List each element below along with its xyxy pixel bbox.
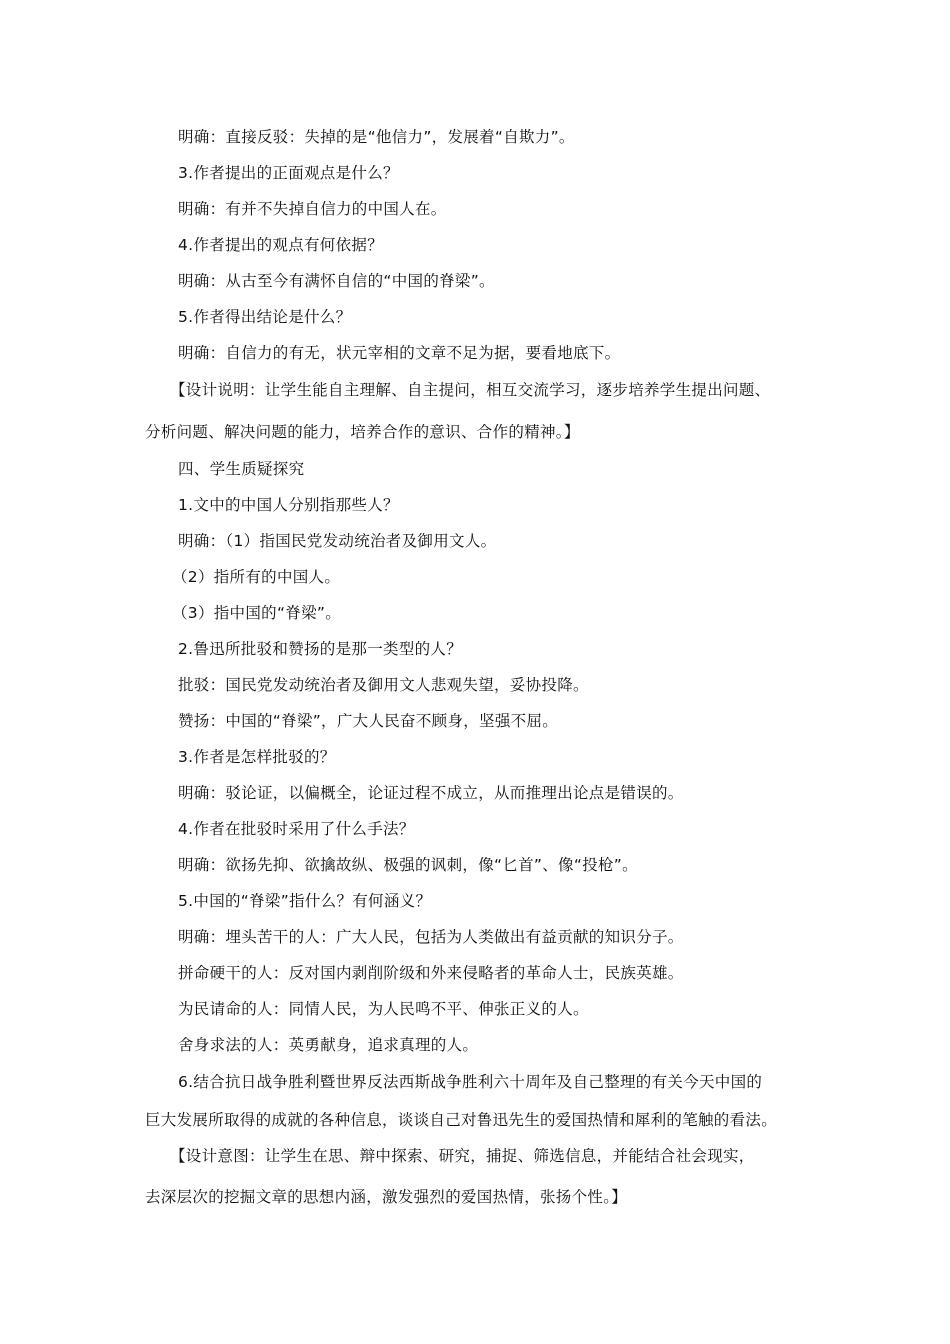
- question-line: 6.结合抗日战争胜利暨世界反法西斯战争胜利六十周年及自己整理的有关今天中国的: [178, 1073, 763, 1091]
- answer-line: 明确：自信力的有无，状元宰相的文章不足为据，要看地底下。: [178, 344, 621, 362]
- answer-line: 明确：（1）指国民党发动统治者及御用文人。: [178, 532, 497, 550]
- answer-line: 拼命硬干的人：反对国内剥削阶级和外来侵略者的革命人士，民族英雄。: [178, 964, 684, 982]
- answer-line: （3）指中国的“脊梁”。: [172, 604, 342, 622]
- question-line: 巨大发展所取得的成就的各种信息，谈谈自己对鲁迅先生的爱国热情和犀利的笔触的看法。: [145, 1111, 778, 1129]
- question-line: 2.鲁迅所批驳和赞扬的是那一类型的人？: [178, 640, 462, 658]
- answer-line: 明确：驳论证，以偏概全，论证过程不成立，从而推理出论点是错误的。: [178, 784, 684, 802]
- answer-line: （2）指所有的中国人。: [172, 568, 341, 586]
- question-line: 5.作者得出结论是什么？: [178, 308, 352, 326]
- answer-line: 明确：直接反驳：失掉的是“他信力”，发展着“自欺力”。: [178, 128, 575, 146]
- answer-line: 批驳：国民党发动统治者及御用文人悲观失望，妥协投降。: [178, 676, 589, 694]
- design-note-line: 【设计说明：让学生能自主理解、自主提问，相互交流学习，逐步培养学生提出问题、: [170, 381, 771, 399]
- answer-line: 舍身求法的人：英勇献身，追求真理的人。: [178, 1036, 479, 1054]
- answer-line: 明确：从古至今有满怀自信的“中国的脊梁”。: [178, 272, 495, 290]
- answer-line: 明确：埋头苦干的人：广大人民，包括为人类做出有益贡献的知识分子。: [178, 928, 684, 946]
- question-line: 3.作者是怎样批驳的？: [178, 748, 336, 766]
- question-line: 4.作者在批驳时采用了什么手法？: [178, 820, 415, 838]
- answer-line: 为民请命的人：同情人民，为人民鸣不平、伸张正义的人。: [178, 1000, 589, 1018]
- section-heading: 四、学生质疑探究: [178, 460, 305, 478]
- answer-line: 赞扬：中国的“脊梁”，广大人民奋不顾身，坚强不屈。: [178, 712, 559, 730]
- design-note-line: 分析问题、解决问题的能力，培养合作的意识、合作的精神。】: [145, 423, 580, 441]
- question-line: 4.作者提出的观点有何依据？: [178, 236, 383, 254]
- answer-line: 明确：有并不失掉自信力的中国人在。: [178, 200, 447, 218]
- question-line: 1.文中的中国人分别指那些人？: [178, 496, 399, 514]
- answer-line: 明确：欲扬先抑、欲擒故纵、极强的讽刺，像“匕首”、像“投枪”。: [178, 856, 638, 874]
- question-line: 3.作者提出的正面观点是什么？: [178, 164, 399, 182]
- design-note-line: 去深层次的挖掘文章的思想内涵，激发强烈的爱国热情，张扬个性。】: [145, 1188, 628, 1206]
- question-line: 5.中国的“脊梁”指什么？有何涵义？: [178, 892, 432, 910]
- design-note-line: 【设计意图：让学生在思、辩中探索、研究，捕捉、筛选信息，并能结合社会现实，: [170, 1147, 755, 1165]
